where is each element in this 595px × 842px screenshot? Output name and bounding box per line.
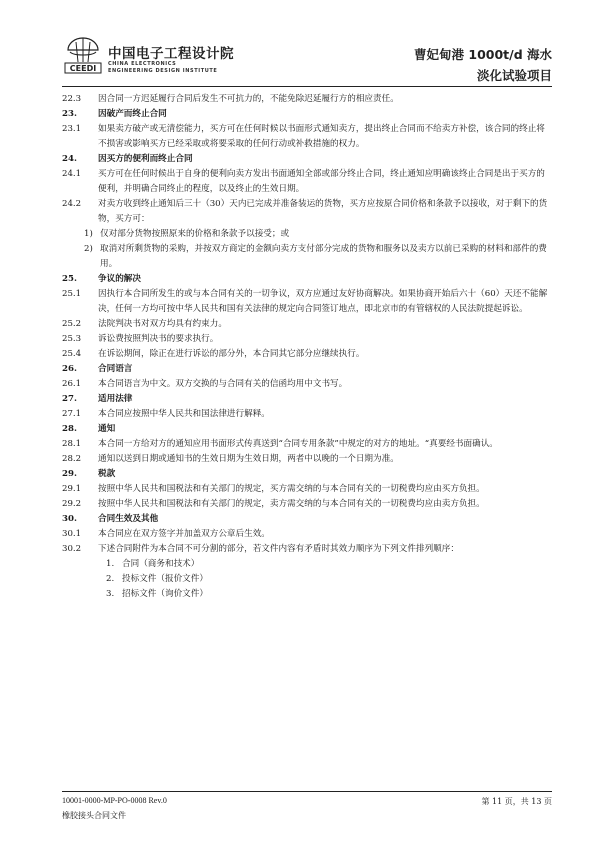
document-list-text: 合同（商务和技术） [122,559,200,569]
clause [62,482,552,497]
clause [62,332,552,347]
header-divider [62,86,552,87]
clause-text: 买方可在任何时候出于自身的便利向卖方发出书面通知全部或部分终止合同，终止通知应明确该终止合同是出于买方的便利，并明确合同终止的程度，以及终止的生效日期。 [98,169,545,194]
document-list-marker: 3. [106,589,115,599]
document-name: 橡胶接头合同文件 [62,811,126,820]
section-title: 适用法律 [98,394,133,404]
section-title: 争议的解决 [98,274,141,284]
company-name-en-line1: CHINA ELECTRONICS [108,61,177,67]
clause-number: 25.2 [62,319,82,329]
sub-list-marker: 2) [84,244,93,254]
clause-number: 29. [62,469,77,479]
section-heading [62,422,552,437]
clause-number: 23.1 [62,124,82,134]
page-number: 第 11 页，共 13 页 [481,797,552,806]
section-title: 税款 [98,469,116,479]
document-list-text: 投标文件（报价文件） [122,574,208,584]
clause [62,407,552,422]
section-title: 合同生效及其他 [98,514,159,524]
document-list-marker: 1. [106,559,115,569]
sub-list-text: 取消对所剩货物的采购，并按双方商定的金额向卖方支付部分完成的货物和服务以及卖方以前已采购的材料和部件的费用。 [100,244,547,269]
document-list-item [106,572,552,587]
footer-divider [62,791,552,792]
document-list-item [106,587,552,602]
clause [62,122,552,152]
clause-number: 29.1 [62,484,82,494]
company-name-en [108,61,217,75]
clause-number: 26. [62,364,77,374]
clause [62,452,552,467]
clause [62,497,552,512]
company-name-cn: 中国电子工程设计院 [108,46,234,62]
section-heading [62,512,552,527]
clause [62,527,552,542]
clause-text: 诉讼费按照判决书的要求执行。 [98,334,219,344]
section-heading [62,362,552,377]
document-code: 10001-0000-MP-PO-0008 Rev.0 [62,796,167,805]
clause-number: 28.2 [62,454,82,464]
clause-text: 按照中华人民共和国税法和有关部门的规定，卖方需交纳的与本合同有关的一切税费均应由卖方负担。 [98,499,485,509]
section-heading [62,272,552,287]
clause [62,542,552,557]
clause-text: 因执行本合同所发生的或与本合同有关的一切争议，双方应通过友好协商解决。如果协商开始后六十（60）天还不能解决，任何一方均可按中华人民共和国有关法律的规定向合同签订地点，即北京市的有管辖权的人民法院提起诉讼。 [98,289,548,314]
clause-number: 30.1 [62,529,82,539]
clause-number: 23. [62,109,77,119]
clause [62,437,552,452]
section-title: 因买方的便利而终止合同 [98,154,193,164]
sub-list-item [84,242,552,272]
project-title-line1: 曹妃甸港 1000t/d 海水 [414,47,552,62]
section-heading [62,467,552,482]
section-title: 通知 [98,424,116,434]
clause [62,92,552,107]
clause-number: 24.1 [62,169,82,179]
section-title: 因破产而终止合同 [98,109,167,119]
sub-list-marker: 1) [84,229,93,239]
clause-number: 25.4 [62,349,82,359]
clause [62,347,552,362]
clause-number: 26.1 [62,379,82,389]
document-list-text: 招标文件（询价文件） [122,589,208,599]
project-title-line2: 淡化试验项目 [476,68,552,83]
clause-number: 25.3 [62,334,82,344]
clause-number: 22.3 [62,94,82,104]
clause-number: 30. [62,514,77,524]
clause-number: 24. [62,154,77,164]
clause-text: 本合同应在双方签字并加盖双方公章后生效。 [98,529,270,539]
clause-text: 通知以送到日期或通知书的生效日期为生效日期，两者中以晚的一个日期为准。 [98,454,399,464]
clause-number: 27. [62,394,77,404]
contract-clauses [62,92,552,602]
clause [62,197,552,227]
company-name-en-line2: ENGINEERING DESIGN INSTITUTE [108,68,218,74]
document-list-marker: 2. [106,574,115,584]
sub-list-item [84,227,552,242]
clause-text: 在诉讼期间，除正在进行诉讼的部分外，本合同其它部分应继续执行。 [98,349,365,359]
logo-text: CEEDI [69,64,97,73]
clause-text: 本合同语言为中文。双方交换的与合同有关的信函均用中文书写。 [98,379,348,389]
clause-number: 24.2 [62,199,82,209]
clause-number: 25.1 [62,289,82,299]
clause [62,167,552,197]
clause [62,377,552,392]
clause-text: 对卖方收到终止通知后三十（30）天内已完成并准备装运的货物，买方应按原合同价格和条款予以接收，对于剩下的货物，买方可： [98,199,548,224]
ceedi-logo-icon [62,36,104,76]
section-heading [62,107,552,122]
clause-number: 28.1 [62,439,82,449]
clause-text: 法院判决书对双方均具有约束力。 [98,319,227,329]
clause-text: 本合同一方给对方的通知应用书面形式传真送到“合同专用条款”中规定的对方的地址。“真要经书面确认。 [98,439,498,449]
clause-number: 29.2 [62,499,82,509]
clause-text: 如果卖方破产或无清偿能力，买方可在任何时候以书面形式通知卖方，提出终止合同而不给卖方补偿，该合同的终止将不损害或影响买方已经采取或将要采取的任何行动或补救措施的权力。 [98,124,545,149]
clause [62,317,552,332]
sub-list-text: 仅对部分货物按照原来的价格和条款予以接受；或 [100,229,290,239]
clause [62,287,552,317]
page-header [62,30,552,86]
clause-number: 30.2 [62,544,82,554]
section-heading [62,152,552,167]
clause-text: 按照中华人民共和国税法和有关部门的规定，买方需交纳的与本合同有关的一切税费均应由买方负担。 [98,484,485,494]
section-title: 合同语言 [98,364,133,374]
clause-text: 下述合同附件为本合同不可分割的部分，若文件内容有矛盾时其效力顺序为下列文件排列顺序： [98,544,459,554]
clause-number: 25. [62,274,77,284]
clause-number: 27.1 [62,409,82,419]
clause-text: 本合同应按照中华人民共和国法律进行解释。 [98,409,270,419]
clause-text: 因合同一方迟延履行合同后发生不可抗力的，不能免除迟延履行方的相应责任。 [98,94,399,104]
clause-number: 28. [62,424,77,434]
section-heading [62,392,552,407]
document-list-item [106,557,552,572]
